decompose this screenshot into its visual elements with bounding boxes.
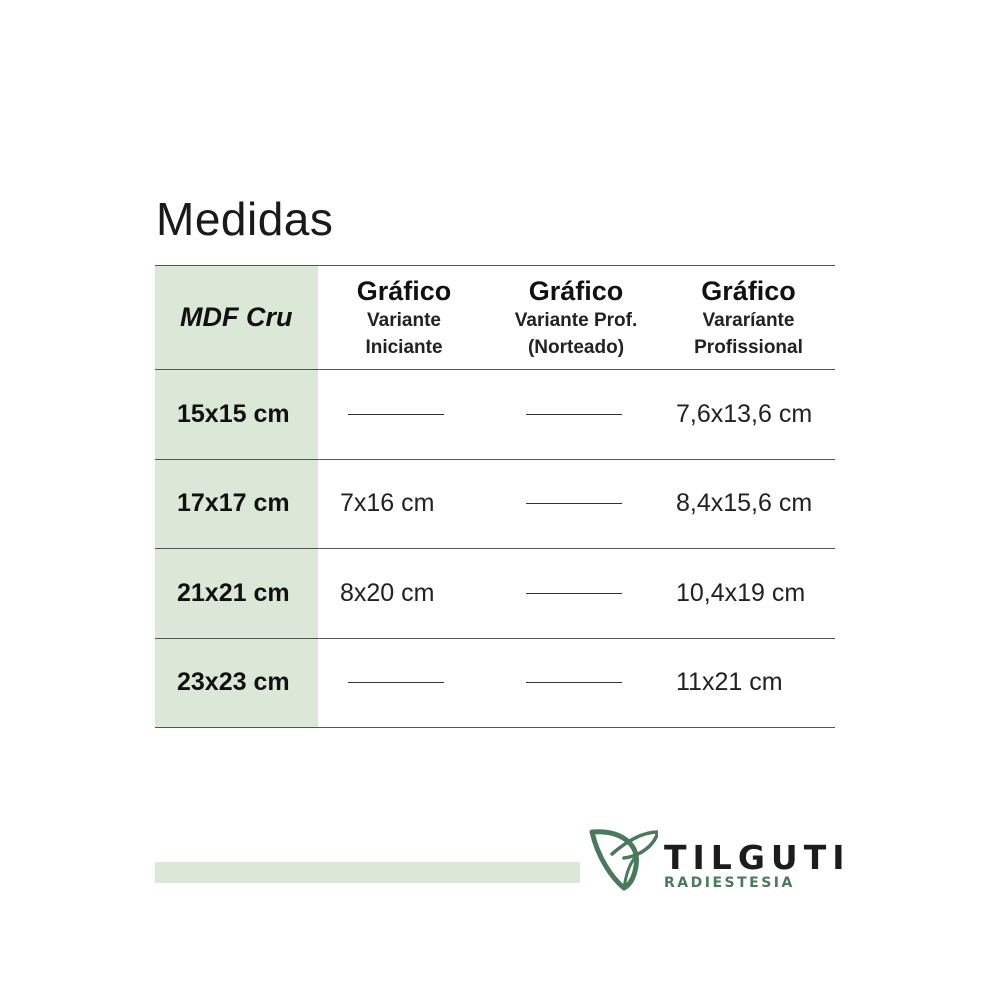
empty-value-dash <box>318 370 490 459</box>
header-sub: Vararíante <box>702 309 795 331</box>
header-main: Gráfico <box>701 275 796 306</box>
size-label: 23x23 cm <box>177 668 290 697</box>
size-cell <box>155 370 318 459</box>
value-cell: 7x16 cm <box>340 489 435 518</box>
header-main: Gráfico <box>356 275 452 306</box>
header-sub: (Norteado) <box>527 336 625 358</box>
size-cell <box>155 549 318 638</box>
measurements-table <box>155 265 835 728</box>
table-row <box>155 460 835 550</box>
brand-logo <box>588 826 851 892</box>
header-main: Gráfico <box>528 275 624 306</box>
value-cell: 8x20 cm <box>340 578 435 607</box>
header-cell <box>662 266 835 369</box>
brand-tagline: RADIESTESIA <box>664 875 795 891</box>
header-sub: Variante Prof. <box>514 309 638 331</box>
empty-value-dash <box>318 639 490 728</box>
value-cell: 10,4x19 cm <box>676 578 806 607</box>
brand-name: TILGUTI <box>664 838 851 877</box>
footer-accent-bar <box>155 862 580 883</box>
value-cell: 8,4x15,6 cm <box>676 489 813 518</box>
table-row <box>155 549 835 639</box>
value-cell: 11x21 cm <box>676 668 783 697</box>
header-sub: Profissional <box>694 336 803 358</box>
header-sub: Iniciante <box>365 336 443 358</box>
table-row <box>155 370 835 460</box>
empty-value-dash <box>490 460 662 549</box>
header-sub: Variante <box>367 309 441 331</box>
empty-value-dash <box>490 549 662 638</box>
size-cell <box>155 460 318 549</box>
size-cell <box>155 639 318 728</box>
page-title: Medidas <box>156 193 334 245</box>
size-label: 15x15 cm <box>177 399 290 428</box>
table-header-row <box>155 266 835 370</box>
leaf-logo-icon <box>588 826 658 892</box>
empty-value-dash <box>490 370 662 459</box>
header-corner-cell <box>155 266 318 369</box>
size-label: 21x21 cm <box>177 578 290 607</box>
table-row <box>155 639 835 729</box>
header-cell <box>318 266 490 369</box>
size-label: 17x17 cm <box>177 489 290 518</box>
header-cell <box>490 266 662 369</box>
empty-value-dash <box>490 639 662 728</box>
value-cell: 7,6x13,6 cm <box>676 399 813 428</box>
corner-label: MDF Cru <box>180 302 293 332</box>
